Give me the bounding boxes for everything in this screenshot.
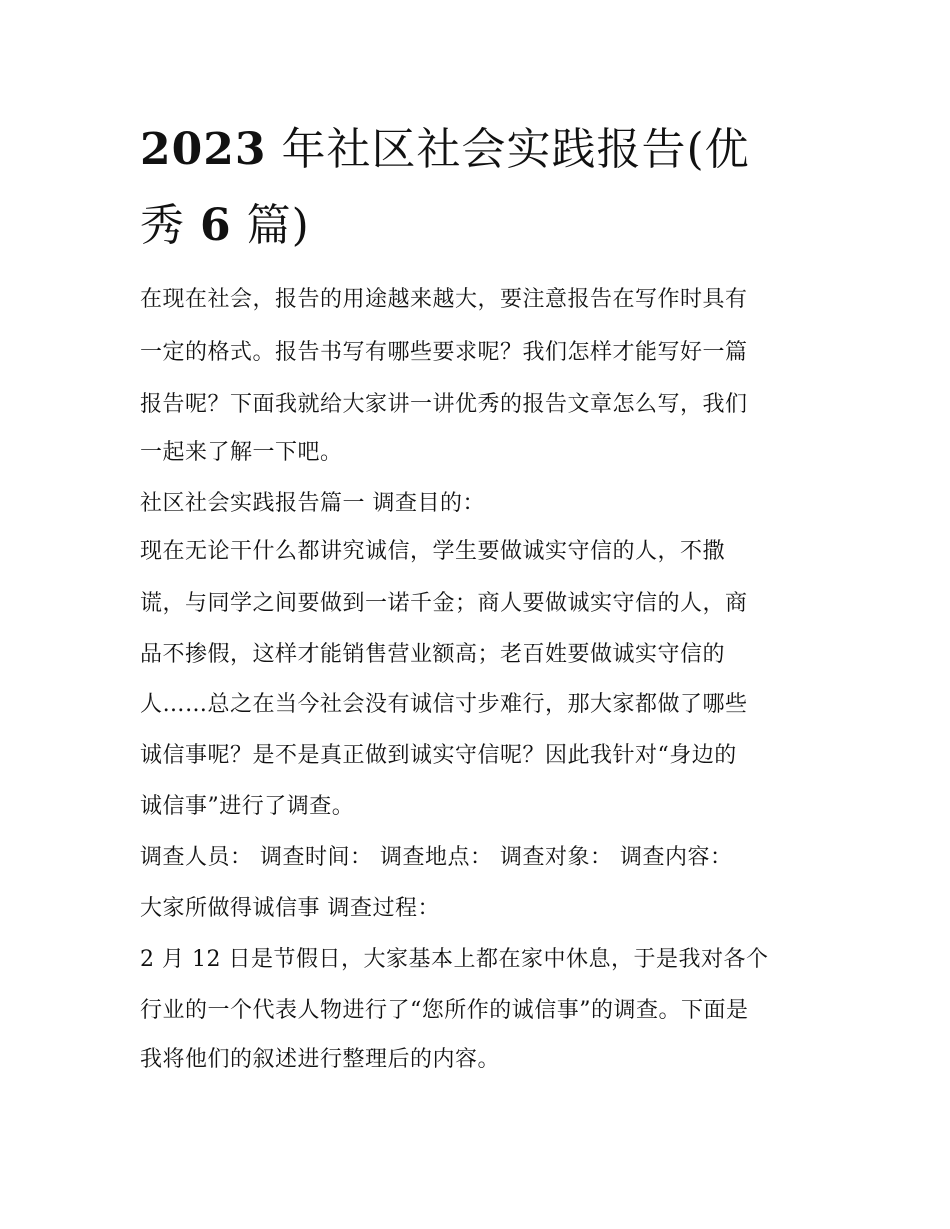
body-line: 现在无论干什么都讲究诚信，学生要做诚实守信的人，不撒 [140,539,726,564]
body-line: 报告呢？下面我就给大家讲一讲优秀的报告文章怎么写，我们 [140,392,748,417]
title-year: 2023 [140,124,267,175]
body-line: 人……总之在当今社会没有诚信寸步难行，那大家都做了哪些 [140,692,748,717]
body-line: 品不掺假，这样才能销售营业额高；老百姓要做诚实守信的 [140,642,726,667]
body-line: 谎，与同学之间要做到一诺千金；商人要做诚实守信的人，商 [140,591,748,616]
body-line: 行业的一个代表人物进行了“您所作的诚信事”的调查。下面是 [140,998,749,1023]
document-title [140,112,820,264]
body-line: 一起来了解一下吧。 [140,440,343,465]
body-line: 我将他们的叙述进行整理后的内容。 [140,1047,501,1072]
title-text-2: 秀 [140,200,200,251]
body-line: 在现在社会，报告的用途越来越大，要注意报告在写作时具有 [140,287,748,312]
body-line: 2 月 12 日是节假日，大家基本上都在家中休息，于是我对各个 [140,947,769,972]
section-heading: 社区社会实践报告篇一 调查目的： [140,491,485,516]
title-count: 6 [200,200,232,251]
body-line: 诚信事呢？是不是真正做到诚实守信呢？因此我针对“身边的 [140,743,737,768]
title-text-1: 年社区社会实践报告(优 [266,124,750,175]
title-text-3: 篇) [231,200,310,251]
body-line: 一定的格式。报告书写有哪些要求呢？我们怎样才能写好一篇 [140,340,748,365]
survey-fields: 调查人员： 调查时间： 调查地点： 调查对象： 调查内容： [140,845,733,870]
survey-content: 大家所做得诚信事 调查过程： [140,896,440,921]
body-line: 诚信事”进行了调查。 [140,794,355,819]
